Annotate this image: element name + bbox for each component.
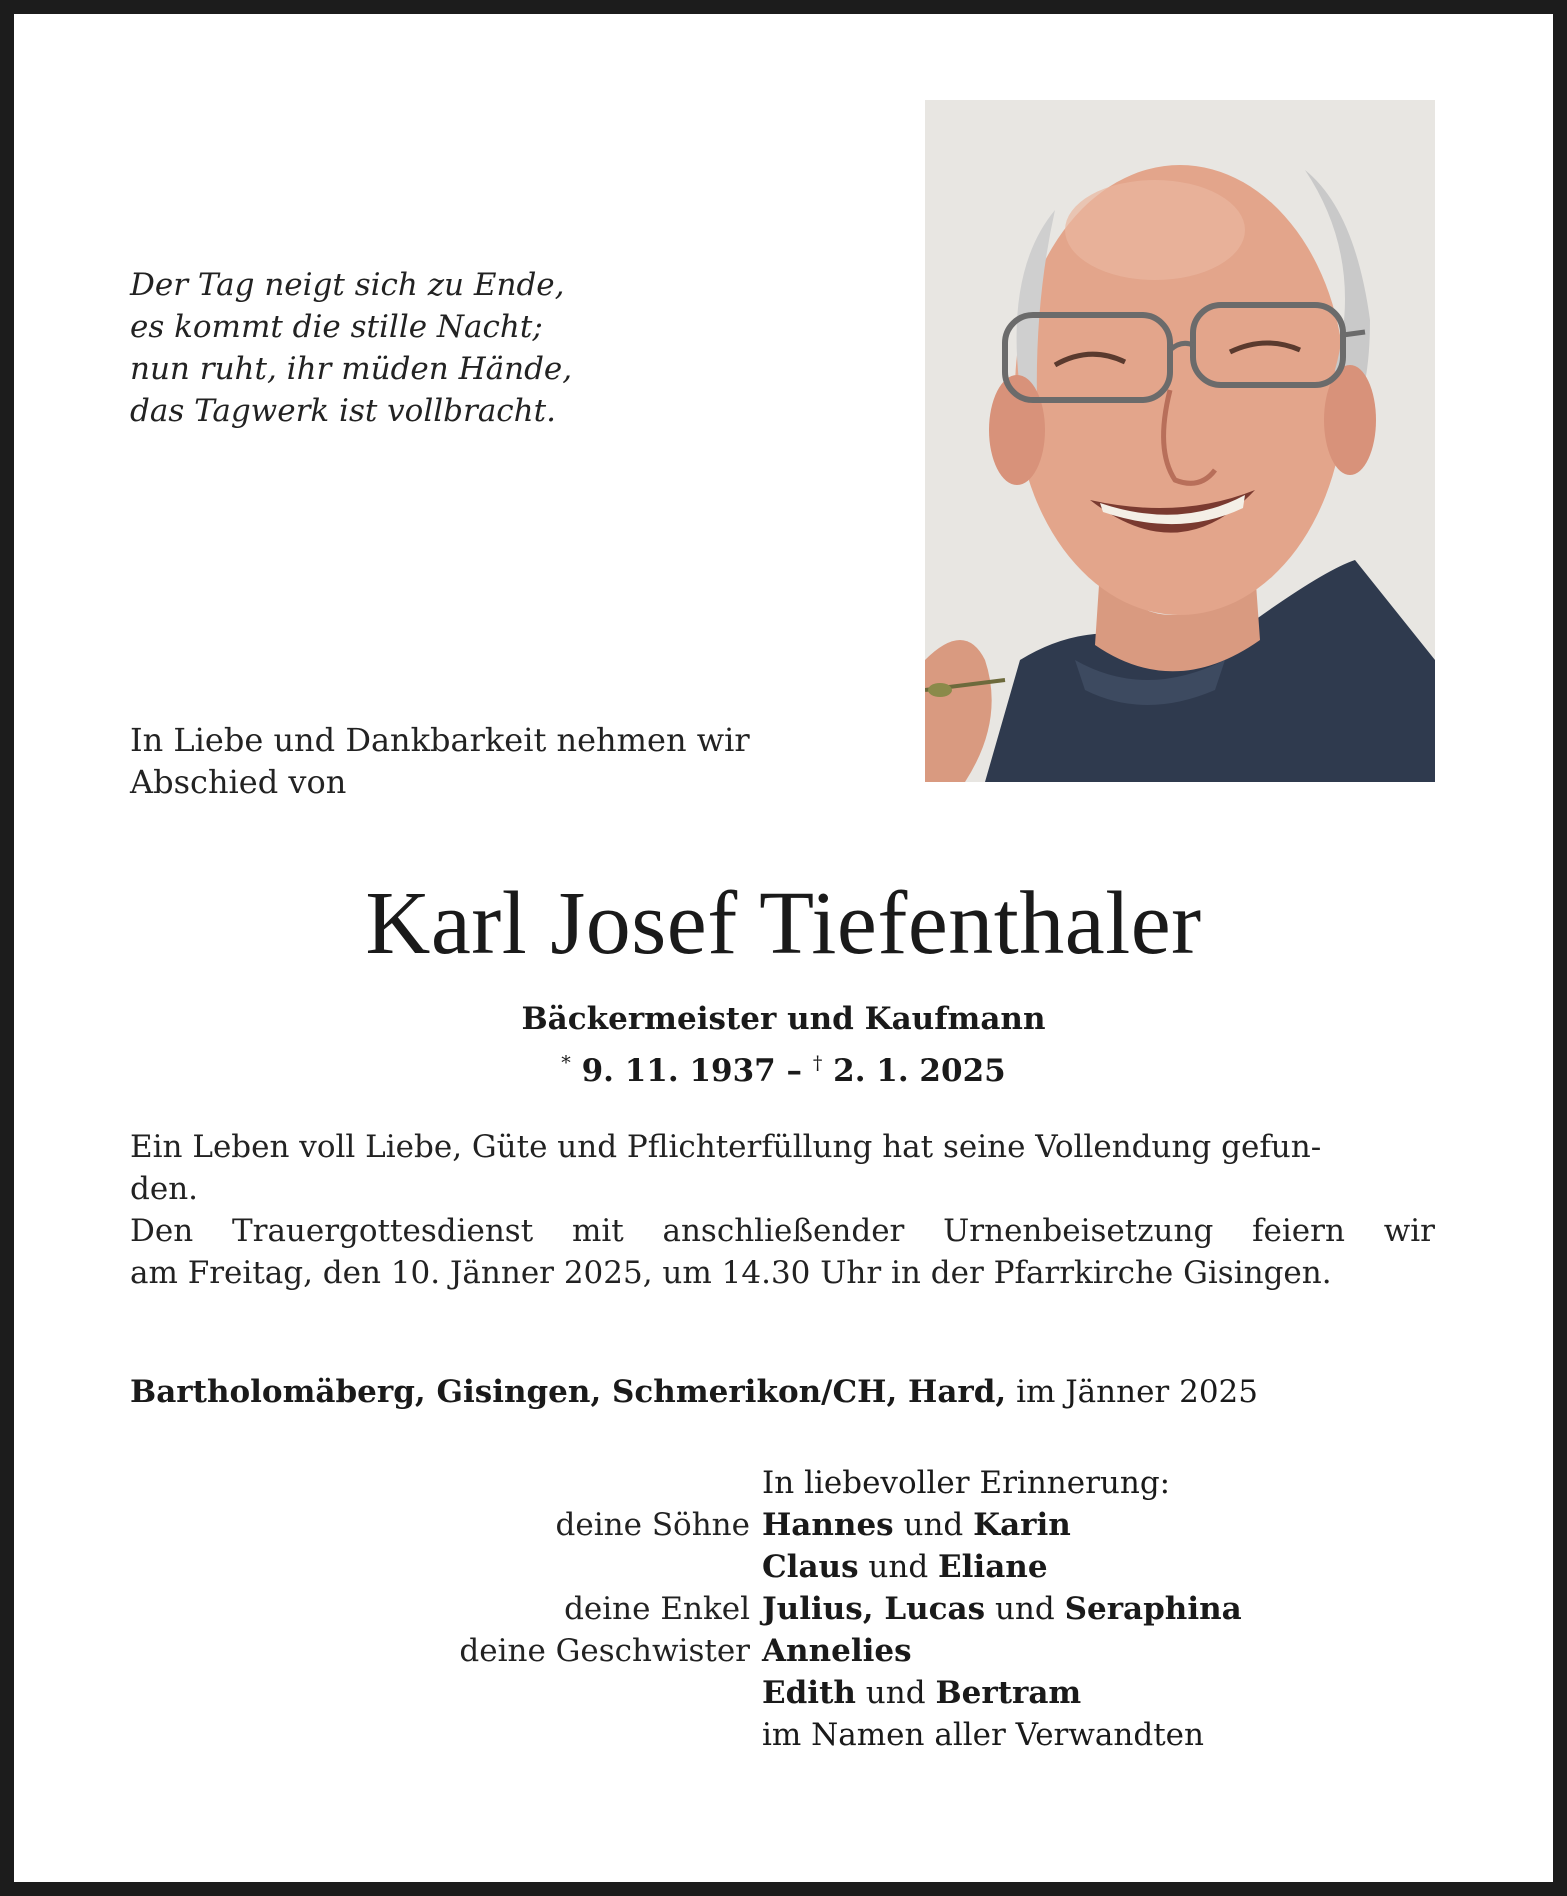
mourner-name: Julius, Lucas (762, 1591, 986, 1627)
relation-label: deine Söhne (555, 1507, 750, 1543)
birth-symbol: * (561, 1052, 571, 1074)
mourner-name: Bertram (935, 1675, 1082, 1711)
list-item (314, 1630, 1314, 1672)
mourner-name: Annelies (762, 1633, 912, 1669)
poem-line: Der Tag neigt sich zu Ende, (130, 267, 565, 303)
death-date: 2. 1. 2025 (833, 1053, 1006, 1089)
deceased-name: Karl Josef Tiefenthaler (365, 874, 1202, 973)
mourner-name: Eliane (938, 1549, 1048, 1585)
obituary-page (14, 14, 1553, 1882)
text-line: am Freitag, den 10. Jänner 2025, um 14.30 Uhr in der Pfarrkirche Gisingen. (130, 1255, 1332, 1291)
birth-date: 9. 11. 1937 (581, 1053, 776, 1089)
relation-label: deine Enkel (564, 1591, 750, 1627)
poem-line: nun ruht, ihr müden Hände, (130, 351, 573, 387)
mourner-name: Seraphina (1064, 1591, 1242, 1627)
mourner-name: Claus (762, 1549, 859, 1585)
mourner-name: Hannes (762, 1507, 894, 1543)
death-symbol: † (812, 1052, 823, 1074)
farewell-intro (130, 719, 750, 803)
mourners-heading: In liebevoller Erinnerung: (762, 1465, 1171, 1501)
memorial-poem (130, 264, 572, 432)
conjunction: und (858, 1549, 939, 1585)
mourner-name: Karin (973, 1507, 1071, 1543)
profession: Bäckermeister und Kaufmann (521, 1001, 1046, 1037)
list-item (314, 1588, 1314, 1630)
mourners-list (314, 1462, 1314, 1756)
conjunction: und (855, 1675, 936, 1711)
poem-line: es kommt die stille Nacht; (130, 309, 543, 345)
text-line: Den Trauergottesdienst mit anschließender Urnenbeisetzung feiern wir (130, 1213, 1435, 1249)
list-item (314, 1546, 1314, 1588)
text-line: Ein Leben voll Liebe, Güte und Pflichterfüllung hat seine Vollendung gefun- (130, 1129, 1322, 1165)
list-item (314, 1672, 1314, 1714)
life-dates (14, 1042, 1553, 1092)
text-line: den. (130, 1171, 199, 1207)
list-item (314, 1714, 1314, 1756)
portrait-photo (925, 100, 1435, 782)
poem-line: das Tagwerk ist vollbracht. (130, 393, 556, 429)
date-separator: – (775, 1053, 813, 1089)
intro-line: In Liebe und Dankbarkeit nehmen wir (130, 721, 750, 759)
relatives-note: im Namen aller Verwandten (762, 1717, 1204, 1753)
relation-label: deine Geschwister (459, 1633, 750, 1669)
places: Bartholomäberg, Gisingen, Schmerikon/CH, Hard, (130, 1374, 1007, 1410)
conjunction: und (893, 1507, 974, 1543)
intro-line: Abschied von (130, 763, 347, 801)
list-item (314, 1504, 1314, 1546)
conjunction: und (985, 1591, 1065, 1627)
announcement-text (130, 1126, 1435, 1294)
mourner-name: Edith (762, 1675, 856, 1711)
places-date-line (130, 1371, 1258, 1413)
month-year: im Jänner 2025 (1006, 1374, 1258, 1410)
mourners-heading-row (314, 1462, 1314, 1504)
